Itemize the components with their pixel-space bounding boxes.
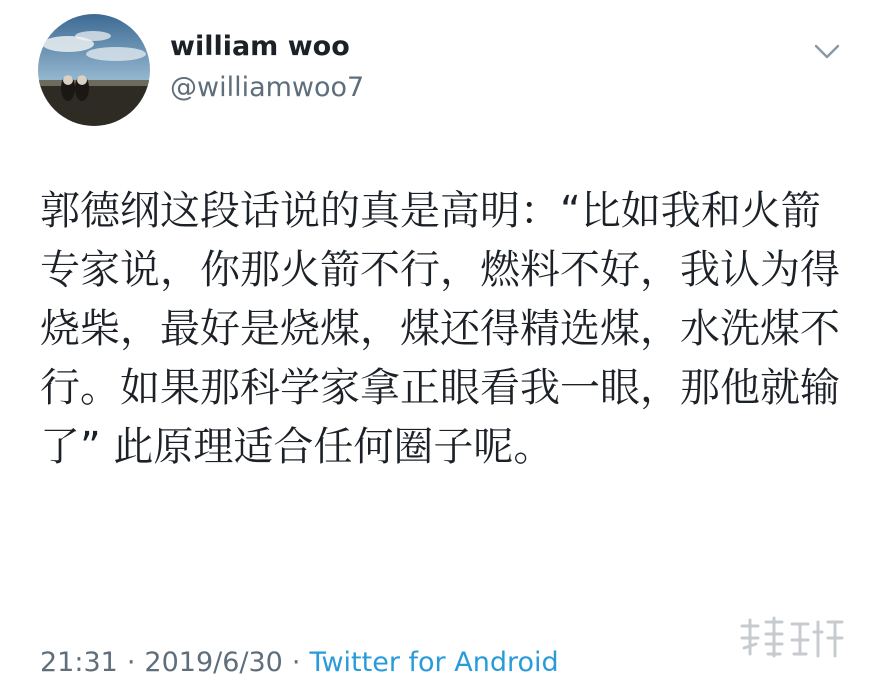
display-name[interactable]: william woo: [170, 31, 350, 62]
tweet-text: 郭德纲这段话说的真是高明：“比如我和火箭专家说，你那火箭不行，燃料不好，我认为得烧柴，最好是烧煤，煤还得精选煤，水洗煤不行。如果那科学家拿正眼看我一眼，那他就输了” 此原理适合任何圈子呢。: [40, 188, 840, 470]
tweet-menu-button[interactable]: [812, 40, 842, 62]
user-handle[interactable]: @williamwoo7: [170, 72, 365, 103]
watermark-logo: [736, 614, 848, 662]
chevron-down-icon: [812, 40, 842, 62]
tweet-time[interactable]: 21:31: [40, 647, 118, 678]
tweet-date[interactable]: 2019/6/30: [144, 647, 283, 678]
avatar[interactable]: [38, 14, 150, 126]
watermark-icon: [736, 614, 848, 662]
tweet-meta: [40, 646, 559, 680]
tweet-source-link[interactable]: Twitter for Android: [309, 647, 559, 678]
meta-separator: ·: [291, 647, 301, 678]
meta-separator: ·: [126, 647, 136, 678]
avatar-photo: [38, 14, 150, 126]
